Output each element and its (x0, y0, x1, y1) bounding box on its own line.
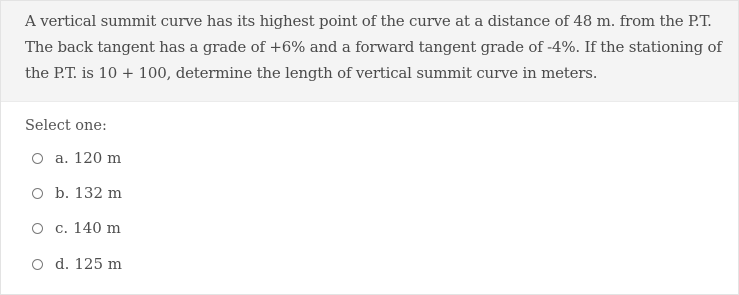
radio-button[interactable] (32, 223, 43, 234)
option-letter: d. (55, 255, 70, 273)
option-text: 132 m (74, 184, 122, 202)
answer-option-label (55, 183, 122, 203)
answer-option-a[interactable] (32, 147, 121, 169)
answer-option-d[interactable] (32, 253, 122, 275)
option-letter: c. (55, 219, 69, 237)
question-panel (1, 1, 738, 102)
option-letter: a. (55, 149, 69, 167)
option-letter: b. (55, 184, 70, 202)
question-text: A vertical summit curve has its highest point of the curve at a distance of 48 m. from the P.T. The back tangent has a grade of +6% and a forward tangent grade of -4%. If the stationing of the P.T. is 10 + 100, determine the length of vertical summit curve in meters. (25, 12, 722, 82)
radio-button[interactable] (32, 188, 43, 199)
answer-option-label (55, 148, 121, 168)
option-text: 120 m (73, 149, 122, 167)
radio-button[interactable] (32, 153, 43, 164)
answer-option-b[interactable] (32, 182, 122, 204)
answer-prompt: Select one: (25, 118, 107, 134)
answer-option-label (55, 254, 122, 274)
answer-option-label (55, 218, 121, 238)
option-text: 125 m (74, 255, 122, 273)
option-text: 140 m (73, 219, 121, 237)
answer-option-c[interactable] (32, 217, 121, 239)
radio-button[interactable] (32, 259, 43, 270)
